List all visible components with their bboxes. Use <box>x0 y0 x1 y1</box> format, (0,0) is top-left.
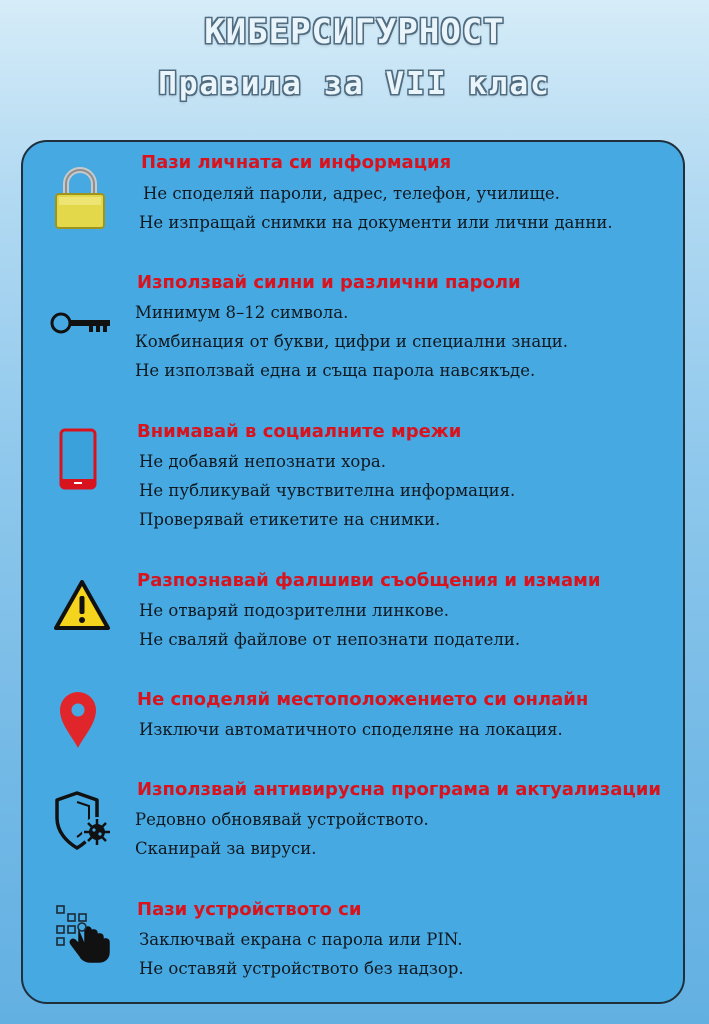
section-heading: Пази устройството си <box>137 899 362 920</box>
section-heading: Разпознавай фалшиви съобщения и измами <box>137 570 601 591</box>
section-heading: Пази личната си информация <box>141 152 452 173</box>
rule-line: Не оставяй устройството без надзор. <box>139 959 464 978</box>
rule-line: Не изпращай снимки на документи или лични данни. <box>139 213 613 232</box>
rule-line: Проверявай етикетите на снимки. <box>139 510 441 529</box>
rule-line: Сканирай за вируси. <box>135 839 317 858</box>
rule-line: Не публикувай чувствителна информация. <box>139 481 516 500</box>
padlock-icon <box>53 164 107 234</box>
section-heading: Използвай антивирусна програма и актуализации <box>137 779 661 800</box>
page-title: КИБЕРСИГУРНОСТ <box>204 12 505 52</box>
rule-line: Редовно обновявай устройството. <box>135 810 429 829</box>
rule-line: Не сваляй файлове от непознати податели. <box>139 630 521 649</box>
rule-line: Заключвай екрана с парола или PIN. <box>139 930 463 949</box>
rules-panel <box>21 140 685 1004</box>
rule-line: Не добавяй непознати хора. <box>139 452 386 471</box>
section-heading: Не споделяй местоположението си онлайн <box>137 689 589 710</box>
page-subtitle: Правила за VII клас <box>158 66 551 102</box>
touch-lock-icon <box>53 900 113 968</box>
rule-line: Не използвай една и съща парола навсякъде. <box>135 361 536 380</box>
warning-icon <box>53 579 111 635</box>
smartphone-icon <box>59 428 97 494</box>
rule-line: Не отваряй подозрителни линкове. <box>139 601 450 620</box>
shield-virus-icon <box>53 790 117 856</box>
rule-line: Изключи автоматичното споделяне на локация. <box>139 720 563 739</box>
section-heading: Внимавай в социалните мрежи <box>137 421 462 442</box>
rule-line: Комбинация от букви, цифри и специални знаци. <box>135 332 569 351</box>
rule-line: Минимум 8–12 символа. <box>135 303 349 322</box>
rule-line: Не споделяй пароли, адрес, телефон, училище. <box>143 184 560 203</box>
key-icon <box>49 308 113 342</box>
location-pin-icon <box>58 690 98 754</box>
section-heading: Използвай силни и различни пароли <box>137 272 521 293</box>
